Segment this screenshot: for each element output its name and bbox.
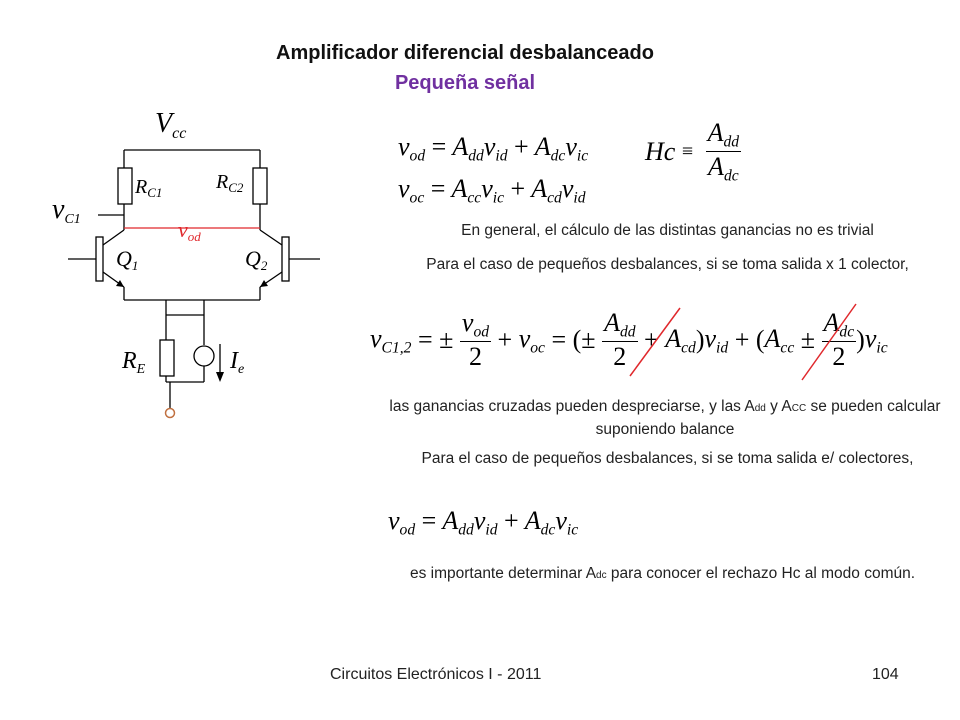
rc2-resistor bbox=[253, 168, 267, 204]
vc1-label: vC1 bbox=[52, 194, 81, 227]
ie-arrow bbox=[216, 372, 224, 382]
re-resistor bbox=[160, 340, 174, 376]
text-both-collectors: Para el caso de pequeños desbalances, si se toma salida e/ colectores, bbox=[421, 450, 914, 467]
slide-subtitle: Pequeña señal bbox=[394, 72, 536, 94]
rc1-resistor bbox=[118, 168, 132, 204]
strike-acd bbox=[630, 308, 680, 376]
vc12-equation: $v_{C1,2}$ = ± $\frac{v_{od}}{2}$ + $v_{oc}$ = (± $\frac{A_{dd}}{2}$ + $A_{cd})v_{id} + (A_{cc}$ ± $\frac{A_{dc}}{2}$ )$v_{ic}$ bbox=[370, 308, 888, 372]
vod-equation-2: $v_{od} = A_{dd}v_{id} + A_{dc}v_{ic}$ bbox=[388, 506, 579, 539]
text-single-collector: Para el caso de pequeños desbalances, si se toma salida x 1 colector, bbox=[426, 256, 909, 273]
rc2-label: $R_{C2}$ bbox=[216, 171, 244, 195]
slide-title: Amplificador diferencial desbalanceado bbox=[276, 42, 654, 64]
current-source bbox=[194, 346, 214, 366]
rc1-label: $R_{C1}$ bbox=[135, 176, 163, 200]
vod-equation: $v_{od} = A_{dd}v_{id} + A_{dc}v_{ic}$ bbox=[398, 132, 589, 165]
differential-amplifier-circuit bbox=[40, 100, 370, 430]
strike-adc bbox=[802, 304, 856, 380]
q2-transistor bbox=[282, 237, 289, 281]
q2-label: Q2 bbox=[245, 246, 268, 273]
q1-label: Q1 bbox=[116, 246, 139, 273]
hc-equation: Hc ≡ $\frac{A_{dd}}{A_{dc}}$ bbox=[645, 118, 740, 185]
text-general: En general, el cálculo de las distintas ganancias no es trivial bbox=[461, 222, 874, 239]
vee-terminal bbox=[166, 409, 175, 418]
q1-transistor bbox=[96, 237, 103, 281]
voc-equation: $v_{oc} = A_{cc}v_{ic} + A_{cd}v_{id}$ bbox=[398, 174, 586, 207]
vod-label: vod bbox=[178, 217, 201, 244]
vcc-label: $V_{cc}$ bbox=[155, 108, 187, 142]
text-common-mode: es importante determinar Adc para conocer el rechazo Hc al modo común. bbox=[409, 565, 916, 582]
page-number: 104 bbox=[872, 666, 899, 683]
ie-label: $I_e$ bbox=[230, 348, 245, 377]
re-label: $R_E$ bbox=[122, 348, 146, 377]
text-crossed-gains: las ganancias cruzadas pueden despreciarse, y las Add y ACC se pueden calcular suponiendo balance bbox=[389, 398, 941, 438]
strike-marks bbox=[620, 300, 880, 390]
footer-course: Circuitos Electrónicos I - 2011 bbox=[330, 666, 542, 683]
